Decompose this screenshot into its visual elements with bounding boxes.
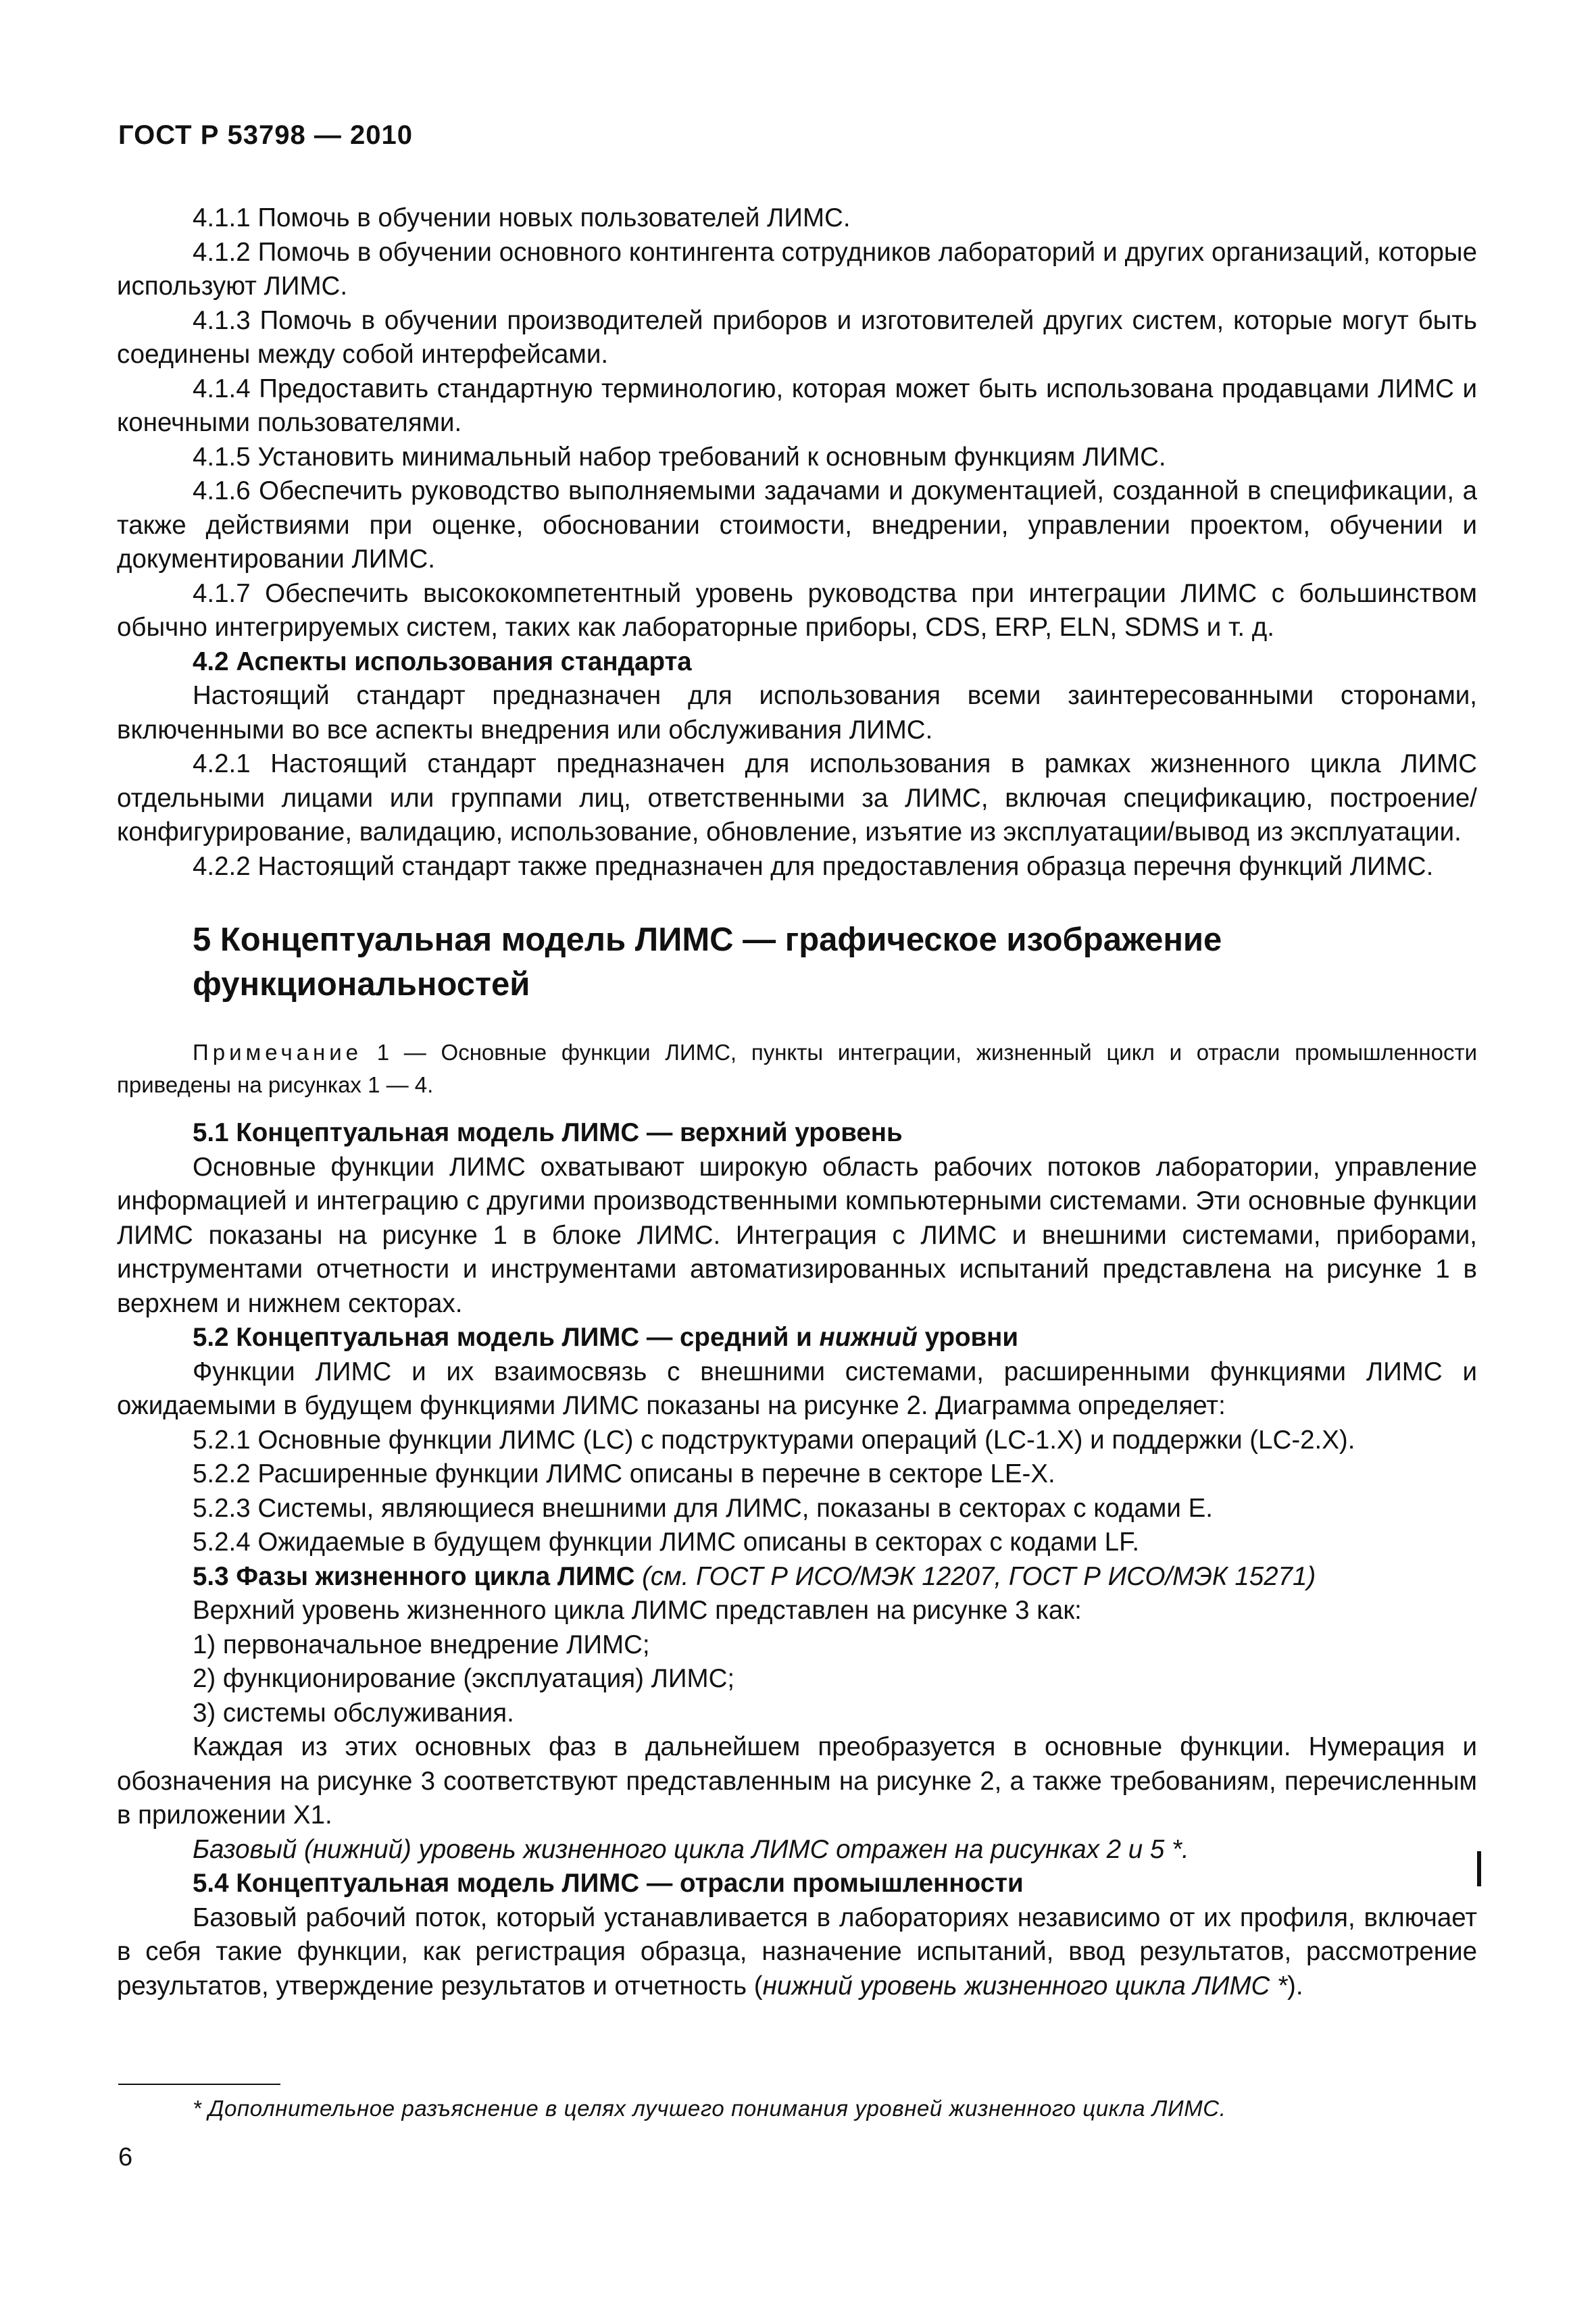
paragraph-5-2-4: 5.2.4 Ожидаемые в будущем функции ЛИМС описаны в секторах с кодами LF.: [193, 1528, 1140, 1557]
paragraph-4-1-4: 4.1.4 Предоставить стандартную терминологию, которая может быть использована продавцами ЛИМС и конечными пользователями.: [117, 374, 1477, 437]
paragraph-5-2-3: 5.2.3 Системы, являющиеся внешними для ЛИМС, показаны в секторах с кодами Е.: [193, 1493, 1213, 1523]
note-1: [117, 1036, 1477, 1101]
paragraph-4-2-2: 4.2.2 Настоящий стандарт также предназначен для предоставления образца перечня функций ЛИМС.: [193, 851, 1434, 881]
paragraph-4-1-2: 4.1.2 Помочь в обучении основного контингента сотрудников лабораторий и других организаций, которые используют ЛИМС.: [117, 237, 1477, 301]
paragraph-4-1-1: 4.1.1 Помочь в обучении новых пользователей ЛИМС.: [193, 203, 851, 232]
heading-5-1: 5.1 Концептуальная модель ЛИМС — верхний уровень: [193, 1118, 903, 1147]
paragraph-4-2: Настоящий стандарт предназначен для использования всеми заинтересованными сторонами, включенными во все аспекты внедрения или обслуживания ЛИМС.: [117, 681, 1477, 745]
paragraph-5-4-part-a: Базовый рабочий поток, который устанавливается в лабораториях независимо от их профиля, включает в себя такие функции, как регистрация образца, назначение испытаний, ввод результатов, рассмотрение результатов, утверждение результатов и отчетность (: [117, 1903, 1477, 2001]
paragraph-4-1-7: 4.1.7 Обеспечить высококомпетентный уровень руководства при интеграции ЛИМС с большинством обычно интегрируемых систем, таких как лабораторные приборы, CDS, ERP, ELN, SDMS и т. д.: [117, 578, 1477, 642]
paragraph-5-2: Функции ЛИМС и их взаимосвязь с внешними системами, расширенными функциями ЛИМС и ожидаемыми в будущем функциями ЛИМС показаны на рисунке 2. Диаграмма определяет:: [117, 1357, 1477, 1420]
heading-5-4: 5.4 Концептуальная модель ЛИМС — отрасли промышленности: [193, 1869, 1024, 1898]
section-5-heading: 5 Концептуальная модель ЛИМС — графическое изображение функциональностей: [193, 922, 1222, 1003]
list-item-3: 3) системы обслуживания.: [193, 1698, 514, 1728]
heading-5-3-title: 5.3 Фазы жизненного цикла ЛИМС: [193, 1561, 635, 1591]
footnote-rule: [118, 2084, 280, 2085]
paragraph-5-1: Основные функции ЛИМС охватывают широкую область рабочих потоков лаборатории, управление информацией и интеграцию с другими производственными компьютерными системами. Эти основные функции ЛИМС показаны на рисунке 1 в блоке ЛИМС. Интеграция с ЛИМС и внешними системами, приборами, инструментами отчетности и инструментами автоматизированных испытаний представлена на рисунке 1 в верхнем и нижнем секторах.: [117, 1152, 1477, 1318]
paragraph-5-4-part-c: ).: [1287, 1971, 1303, 2001]
heading-5-3: [117, 1560, 1477, 1594]
paragraph-4-1-5: 4.1.5 Установить минимальный набор требований к основным функциям ЛИМС.: [193, 442, 1166, 472]
paragraph-5-4-part-b: нижний уровень жизненного цикла ЛИМС *: [762, 1971, 1288, 2001]
heading-5-2: [117, 1321, 1477, 1355]
page-body: [117, 201, 1477, 2003]
page-number: 6: [118, 2143, 133, 2171]
heading-5-2-part-c: уровни: [917, 1323, 1019, 1352]
paragraph-5-2-2: 5.2.2 Расширенные функции ЛИМС описаны в перечне в секторе LE-X.: [193, 1459, 1055, 1488]
list-item-2: 2) функционирование (эксплуатация) ЛИМС;: [193, 1664, 735, 1693]
change-bar: [1477, 1851, 1481, 1886]
paragraph-5-3-c: Базовый (нижний) уровень жизненного цикла ЛИМС отражен на рисунках 2 и 5 *.: [193, 1834, 1189, 1864]
document-header: ГОСТ Р 53798 — 2010: [118, 120, 413, 150]
list-item-1: 1) первоначальное внедрение ЛИМС;: [193, 1630, 650, 1659]
paragraph-5-4: [117, 1901, 1477, 2004]
paragraph-4-1-3: 4.1.3 Помочь в обучении производителей приборов и изготовителей других систем, которые могут быть соединены между собой интерфейсами.: [117, 305, 1477, 369]
paragraph-4-1-6: 4.1.6 Обеспечить руководство выполняемыми задачами и документацией, созданной в спецификации, а также действиями при оценке, обосновании стоимости, внедрении, управлении проектом, обучении и документировании ЛИМС.: [117, 476, 1477, 574]
heading-4-2: 4.2 Аспекты использования стандарта: [193, 647, 692, 676]
paragraph-5-3: Верхний уровень жизненного цикла ЛИМС представлен на рисунке 3 как:: [193, 1596, 1082, 1625]
footnote: * Дополнительное разъяснение в целях лучшего понимания уровней жизненного цикла ЛИМС.: [193, 2096, 1226, 2121]
heading-5-2-part-a: 5.2 Концептуальная модель ЛИМС — средний и: [193, 1323, 820, 1352]
paragraph-4-2-1: 4.2.1 Настоящий стандарт предназначен для использования в рамках жизненного цикла ЛИМС отдельными лицами или группами лиц, ответственными за ЛИМС, включая спецификацию, построение/конфигурирование, валидацию, использование, обновление, изъятие из эксплуатации/вывод из эксплуатации.: [117, 749, 1477, 847]
paragraph-5-3-b: Каждая из этих основных фаз в дальнейшем преобразуется в основные функции. Нумерация и обозначения на рисунке 3 соответствуют представленным на рисунке 2, а также требованиям, перечисленным в приложении Х1.: [117, 1732, 1477, 1830]
heading-5-3-reference: (см. ГОСТ Р ИСО/МЭК 12207, ГОСТ Р ИСО/МЭК 15271): [634, 1561, 1316, 1591]
paragraph-5-2-1: 5.2.1 Основные функции ЛИМС (LC) с подструктурами операций (LC-1.X) и поддержки (LC-2.X).: [193, 1425, 1355, 1455]
note-text: 1 — Основные функции ЛИМС, пункты интеграции, жизненный цикл и отрасли промышленности приведены на рисунках 1 — 4.: [117, 1040, 1477, 1097]
note-label: Примечание: [193, 1040, 363, 1065]
heading-5-2-part-b: нижний: [819, 1323, 918, 1352]
